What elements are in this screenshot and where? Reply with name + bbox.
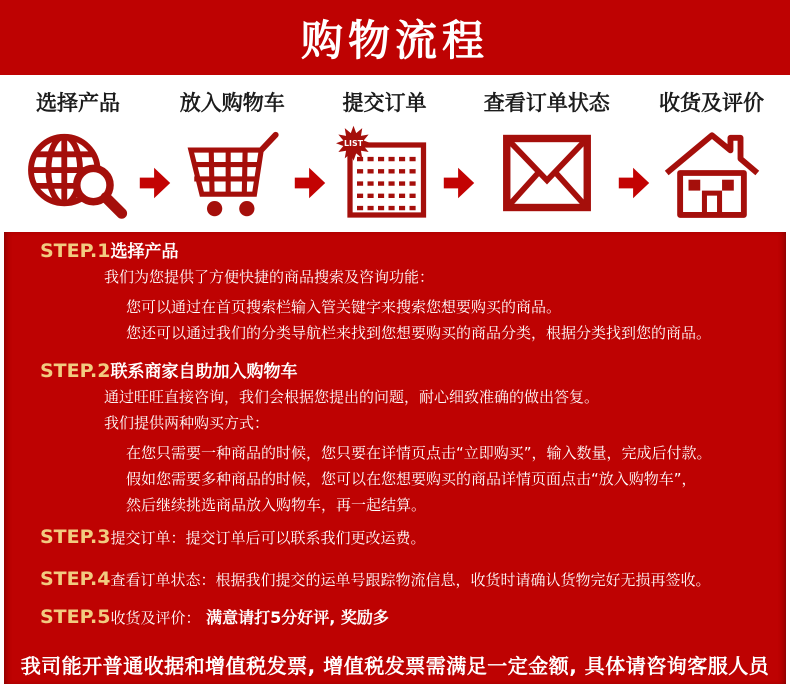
step2-line: 我们提供两种购买方式： [104, 414, 270, 432]
step3-text: 提交订单：提交订单后可以联系我们更改运费。 [110, 529, 426, 547]
step5-block [4, 606, 786, 630]
step5-text-prefix: 收货及评价： [110, 609, 201, 627]
flow-step-add-to-cart [179, 89, 285, 221]
flow-step-label: 选择产品 [36, 91, 120, 115]
step2-heading [4, 360, 786, 384]
step1-sublines [4, 294, 786, 346]
bottom-white-strip [0, 684, 790, 690]
order-list-icon [335, 125, 435, 221]
step1-title: 选择产品 [110, 242, 179, 262]
step5-label: STEP.5 [40, 606, 111, 628]
step3-label: STEP.3 [40, 526, 111, 548]
invoice-note: 我司能开普通收据和增值税发票, 增值税发票需满足一定金额, 具体请咨询客服人员 [20, 654, 770, 678]
step2-block [4, 360, 786, 518]
step5-text-bold: 满意请打5分好评, 奖励多 [200, 608, 389, 627]
step2-subline: 假如您需要多种商品的时候，您可以在您想要购买的商品详情页面点击“放入购物车”， [126, 470, 697, 488]
step1-block [4, 240, 786, 346]
step1-line: 我们为您提供了方便快捷的商品搜索及咨询功能： [104, 268, 435, 286]
step3-block [4, 526, 786, 550]
arrow-right-icon [293, 165, 327, 201]
flow-step-submit-order [335, 89, 435, 221]
globe-search-icon [26, 125, 130, 221]
shopping-cart-icon [179, 125, 285, 221]
arrow-right-icon [138, 165, 172, 201]
list-badge-text: LIST [343, 138, 363, 148]
step1-label: STEP.1 [40, 240, 111, 262]
step2-subline: 然后继续挑选商品放入购物车，再一起结算。 [126, 496, 427, 514]
step4-heading [4, 568, 786, 592]
shopping-flow [0, 75, 790, 232]
step4-text: 查看订单状态：根据我们提交的运单号跟踪物流信息，收货时请确认货物完好无损再签收。 [110, 571, 711, 589]
arrow-right-icon [442, 165, 476, 201]
arrow-right-icon [617, 165, 651, 201]
house-icon [660, 125, 764, 221]
flow-step-label: 收货及评价 [659, 91, 764, 115]
step4-label: STEP.4 [40, 568, 111, 590]
flow-step-choose-product [26, 89, 130, 221]
page-title: 购物流程 [300, 15, 489, 65]
step5-text [111, 606, 389, 630]
step1-subline: 您可以通过在首页搜索栏输入管关键字来搜索您想要购买的商品。 [126, 298, 562, 316]
flow-step-receive-review [659, 89, 764, 221]
step2-label: STEP.2 [40, 360, 111, 382]
step2-sublines [4, 440, 786, 518]
page-header [0, 0, 790, 75]
step1-heading [4, 240, 786, 264]
flow-step-label: 提交订单 [342, 91, 427, 115]
step2-subline: 在您只需要一种商品的时候，您只要在详情页点击“立即购买”，输入数量，完成后付款。 [126, 444, 712, 462]
steps-detail-panel [4, 232, 786, 684]
step2-line: 通过旺旺直接咨询，我们会根据您提出的问题，耐心细致准确的做出答复。 [104, 388, 600, 406]
step5-heading [4, 606, 786, 630]
flow-step-check-order-status [484, 89, 610, 221]
step1-subline: 您还可以通过我们的分类导航栏来找到您想要购买的商品分类，根据分类找到您的商品。 [126, 324, 712, 342]
step3-heading [4, 526, 786, 550]
flow-step-label: 放入购物车 [179, 91, 285, 115]
flow-step-label: 查看订单状态 [483, 91, 610, 115]
step4-block [4, 568, 786, 592]
step2-title: 联系商家自助加入购物车 [110, 362, 298, 382]
envelope-icon [501, 125, 593, 221]
